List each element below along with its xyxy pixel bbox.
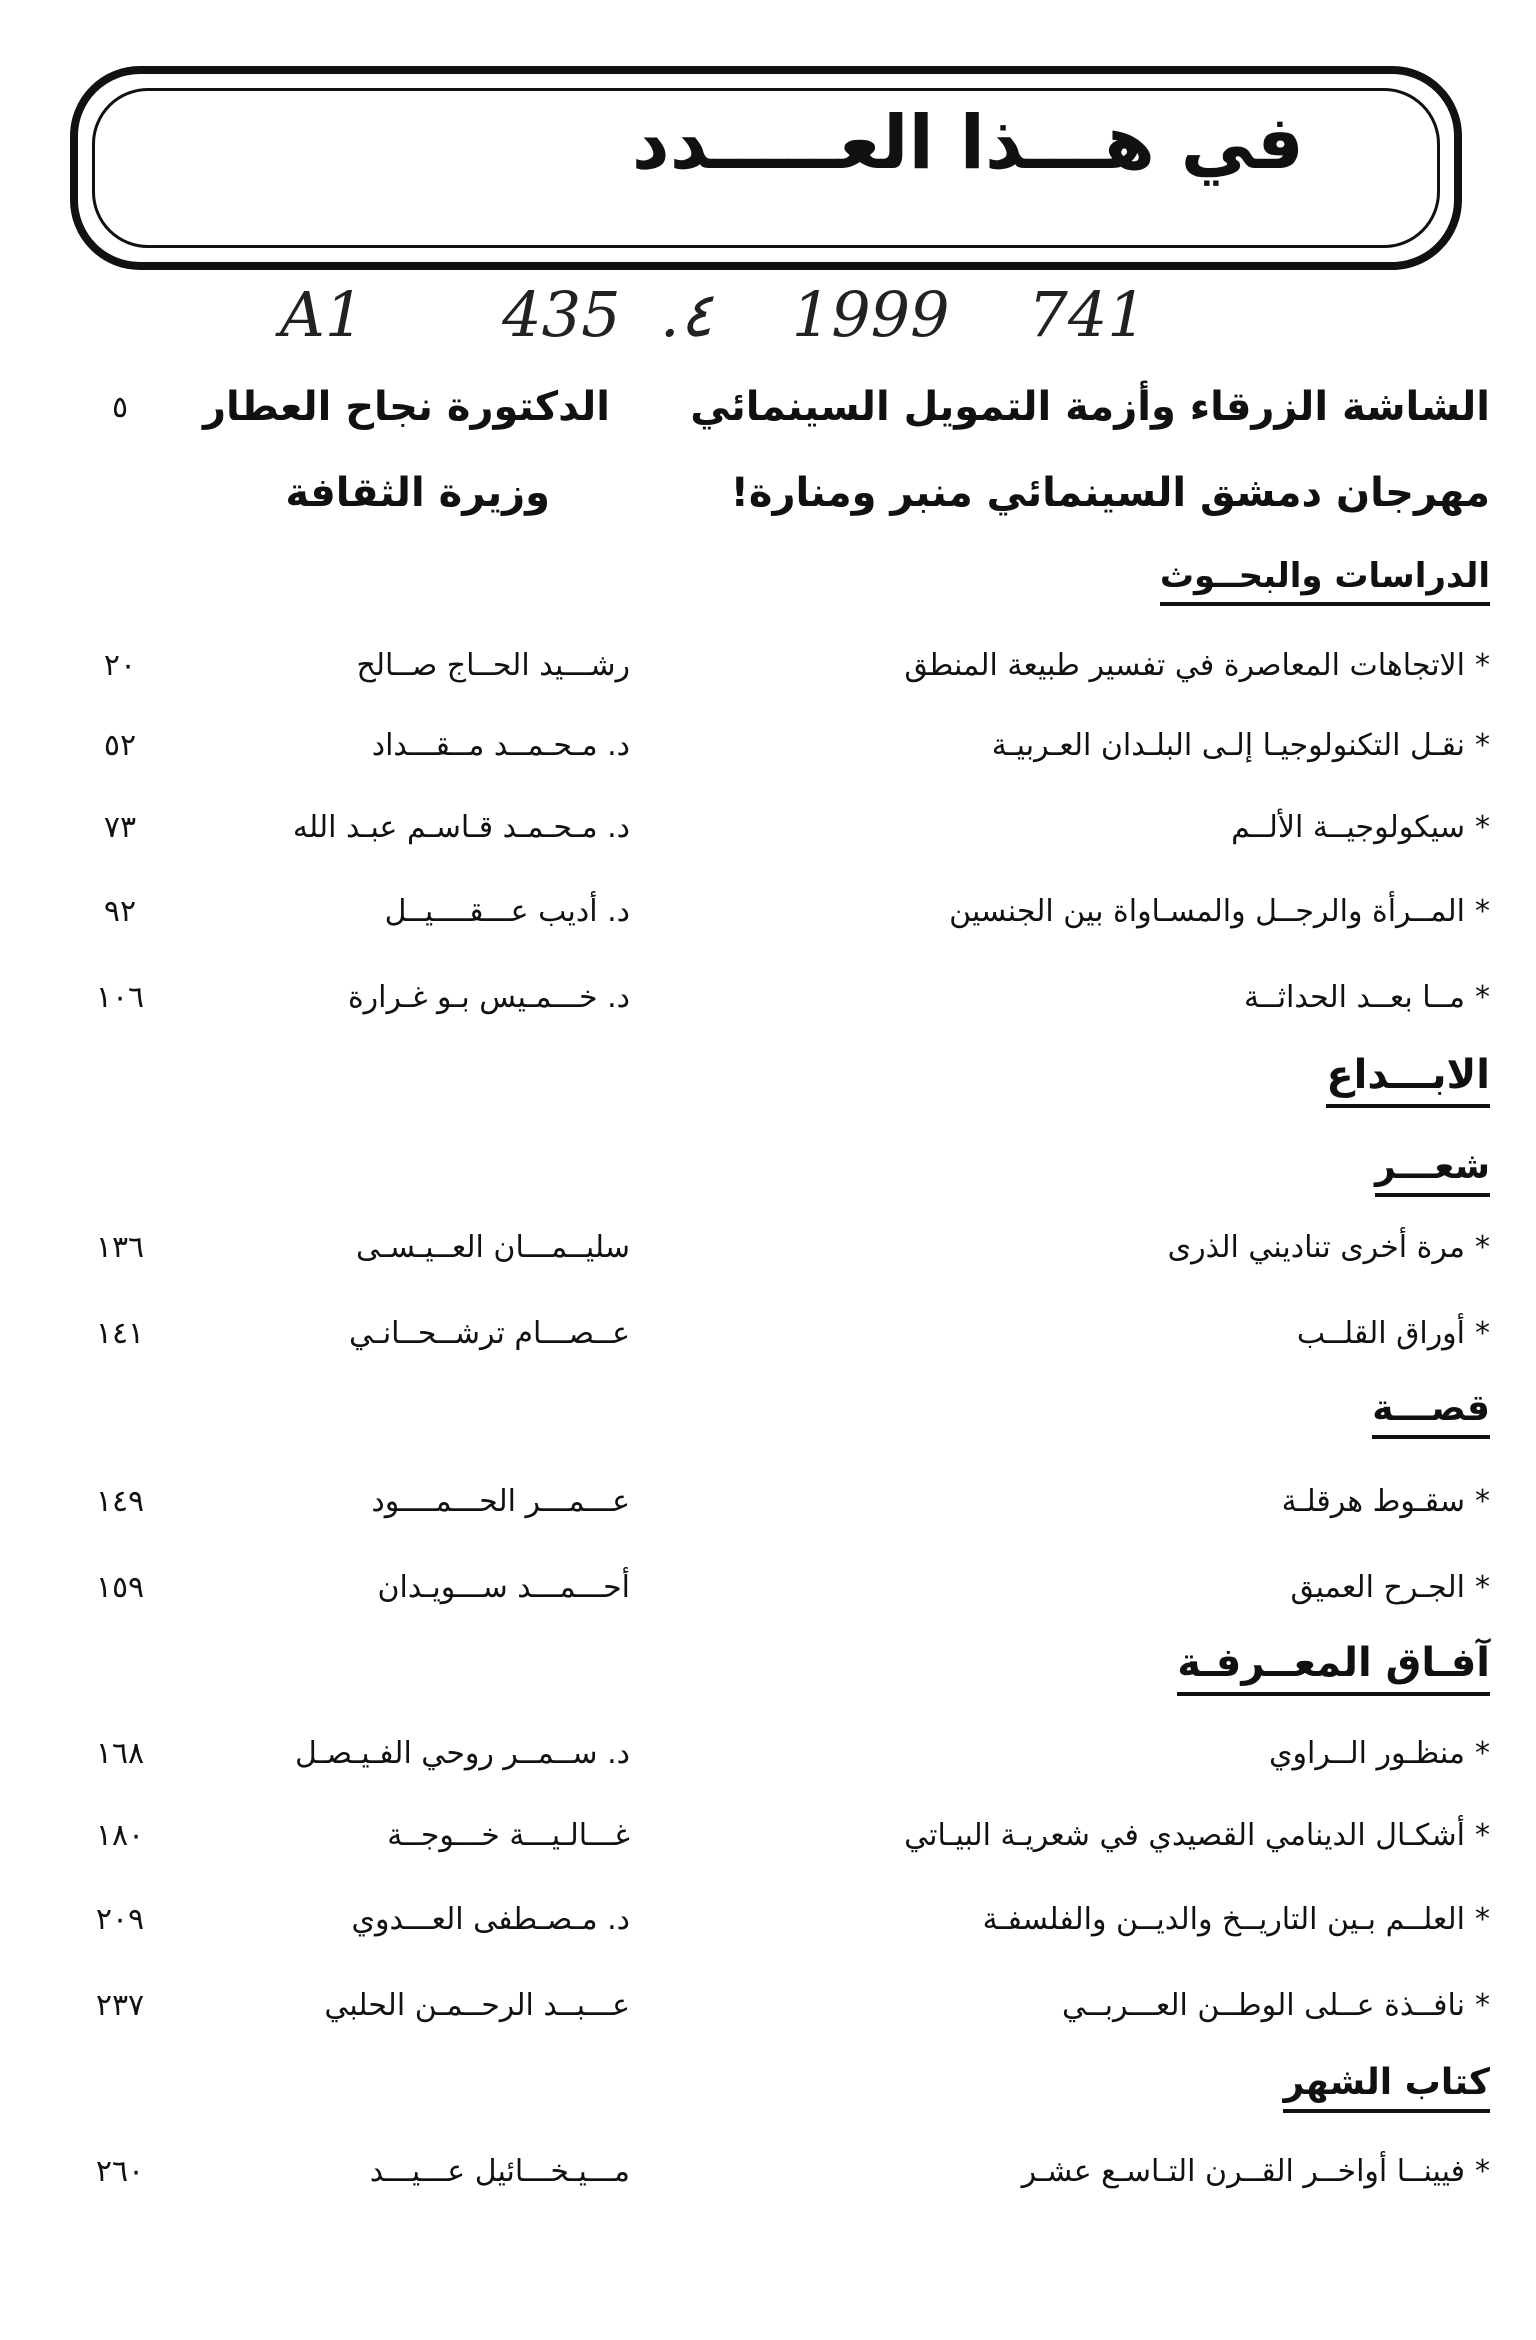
toc-row-page: ٢٣٧ xyxy=(95,1988,145,2023)
toc-row-author: د. ســمــر روحي الفـيـصـل xyxy=(294,1736,630,1771)
toc-row-author: سليــمـــان العــيـسـى xyxy=(355,1230,630,1265)
toc-row-page: ١٤٩ xyxy=(95,1484,145,1519)
toc-row xyxy=(60,1316,1490,1376)
toc-row xyxy=(60,1736,1490,1796)
toc-row-title: *مــا بعــد الحداثــة xyxy=(1244,980,1490,1015)
toc-row-author: د. خـــمـيس بـو غـرارة xyxy=(347,980,630,1015)
toc-row-page: ١٠٦ xyxy=(95,980,145,1015)
toc-row-page: ١٣٦ xyxy=(95,1230,145,1265)
lead-item-title: مهرجان دمشق السينمائي منبر ومنارة! xyxy=(730,470,1490,516)
lead-item-author: وزيرة الثقافة xyxy=(285,470,550,516)
lead-item-page: ٥ xyxy=(111,390,129,425)
toc-row xyxy=(60,2154,1490,2214)
toc-row-title: *الجـرح العميق xyxy=(1290,1570,1490,1605)
toc-row-author: عـــبــد الرحــمـن الحلبي xyxy=(324,1988,630,2023)
toc-row xyxy=(60,648,1490,708)
bullet-icon: * xyxy=(1475,980,1490,1015)
toc-row-title: *نافــذة عــلى الوطــن العـــربــي xyxy=(1062,1988,1490,2023)
bullet-icon: * xyxy=(1475,1316,1490,1351)
handwritten-catalog-note: A1 435 .٤ 1999 741 xyxy=(280,278,1147,351)
toc-row-title: *الاتجاهات المعاصرة في تفسير طبيعة المنطق xyxy=(904,648,1490,683)
bullet-icon: * xyxy=(1475,1988,1490,2023)
toc-row-author: غـــالـيـــة خـــوجــة xyxy=(387,1818,630,1853)
toc-row-page: ١٦٨ xyxy=(95,1736,145,1771)
bullet-icon: * xyxy=(1475,1818,1490,1853)
bullet-icon: * xyxy=(1475,648,1490,683)
bullet-icon: * xyxy=(1475,2154,1490,2189)
toc-row-title: *أشكـال الدينامي القصيدي في شعريـة البيـاتي xyxy=(904,1818,1490,1853)
toc-row-author: مـــيـخـــائيل عـــيـــد xyxy=(369,2154,630,2189)
toc-row-page: ٢٠ xyxy=(103,648,137,683)
toc-row-author: رشـــيد الحــاج صــالح xyxy=(356,648,630,683)
bullet-icon: * xyxy=(1475,728,1490,763)
bullet-icon: * xyxy=(1475,1902,1490,1937)
toc-row-author: د. مـصـطفى العـــدوي xyxy=(351,1902,630,1937)
toc-row xyxy=(60,1484,1490,1544)
section-heading-knowledge: آفـاق المعــرفـة xyxy=(1177,1640,1490,1696)
section-heading-studies: الدراسات والبحــوث xyxy=(1160,556,1490,606)
toc-row-author: عــصـــام ترشــحــانـي xyxy=(349,1316,630,1351)
toc-row-title: *نقـل التكنولوجيـا إلـى البلـدان العـربيـة xyxy=(991,728,1490,763)
section-heading-book-of-month: كتاب الشهر xyxy=(1283,2062,1490,2113)
toc-row-page: ١٨٠ xyxy=(95,1818,145,1853)
toc-row-author: أحـــمـــد ســـويـدان xyxy=(377,1570,630,1605)
bullet-icon: * xyxy=(1475,1230,1490,1265)
header-banner xyxy=(70,66,1462,270)
toc-row-title: *سيكولوجيــة الألــم xyxy=(1231,810,1490,845)
toc-row-page: ٥٢ xyxy=(103,728,137,763)
toc-row-title: *مرة أخرى تناديني الذرى xyxy=(1167,1230,1490,1265)
toc-row-title: *منظـور الــراوي xyxy=(1269,1736,1490,1771)
toc-row-title: *أوراق القلــب xyxy=(1296,1316,1490,1351)
lead-item-row xyxy=(60,384,1490,444)
toc-row-title: *المــرأة والرجــل والمسـاواة بين الجنسين xyxy=(949,894,1490,929)
toc-row xyxy=(60,810,1490,870)
toc-row xyxy=(60,1230,1490,1290)
section-heading-poetry: شعـــر xyxy=(1375,1146,1490,1197)
toc-row xyxy=(60,1902,1490,1962)
toc-row-page: ٢٠٩ xyxy=(95,1902,145,1937)
toc-row-title: *فيينــا أواخــر القــرن التـاسـع عشـر xyxy=(1021,2154,1490,2189)
toc-row-page: ٧٣ xyxy=(103,810,137,845)
toc-row xyxy=(60,1818,1490,1878)
bullet-icon: * xyxy=(1475,810,1490,845)
section-heading-creativity: الابـــداع xyxy=(1326,1052,1490,1108)
page-title: في هـــذا العـــــدد xyxy=(631,100,1304,186)
toc-row-page: ٩٢ xyxy=(103,894,137,929)
bullet-icon: * xyxy=(1475,894,1490,929)
toc-row-author: د. أديب عـــقــــيــل xyxy=(384,894,630,929)
toc-row-title: *سقـوط هرقلـة xyxy=(1281,1484,1490,1519)
toc-row-title: *العلــم بـين التاريــخ والديــن والفلسفـة xyxy=(982,1902,1490,1937)
toc-row-page: ١٥٩ xyxy=(95,1570,145,1605)
lead-item-author: الدكتورة نجاح العطار xyxy=(202,384,610,430)
toc-row xyxy=(60,1988,1490,2048)
toc-row xyxy=(60,980,1490,1040)
toc-row-author: د. مـحـمــد مــقـــداد xyxy=(371,728,630,763)
toc-row-author: عـــمـــر الحـــمــــود xyxy=(371,1484,630,1519)
bullet-icon: * xyxy=(1475,1484,1490,1519)
toc-row-author: د. مـحـمـد قـاسـم عبـد الله xyxy=(292,810,630,845)
toc-row-page: ٢٦٠ xyxy=(95,2154,145,2189)
toc-row-page: ١٤١ xyxy=(95,1316,145,1351)
toc-row xyxy=(60,894,1490,954)
toc-row xyxy=(60,728,1490,788)
bullet-icon: * xyxy=(1475,1570,1490,1605)
lead-item-title: الشاشة الزرقاء وأزمة التمويل السينمائي xyxy=(690,384,1490,430)
bullet-icon: * xyxy=(1475,1736,1490,1771)
toc-row xyxy=(60,1570,1490,1630)
section-heading-story: قصـــة xyxy=(1372,1388,1490,1439)
lead-item-row xyxy=(60,470,1490,530)
